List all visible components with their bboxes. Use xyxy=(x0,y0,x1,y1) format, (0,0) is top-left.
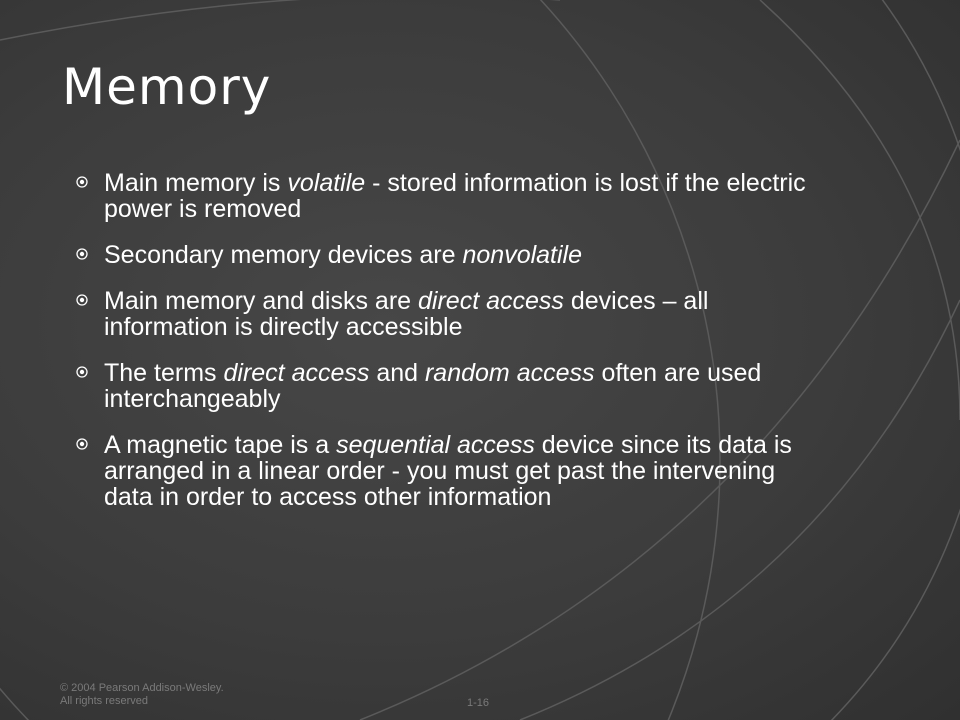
circled-dot-bullet-icon xyxy=(76,248,88,260)
bullet-text xyxy=(104,169,806,223)
bullet-text xyxy=(104,241,582,269)
bullet-emphasis: sequential access xyxy=(336,431,535,459)
bullet-run: Secondary memory devices are xyxy=(104,241,463,269)
copyright-line-2: All rights reserved xyxy=(60,695,149,707)
circled-dot-bullet-icon xyxy=(76,294,88,306)
bullet-item xyxy=(76,170,816,222)
bullet-list xyxy=(76,170,816,510)
bullet-text xyxy=(104,287,708,341)
bullet-emphasis: random access xyxy=(424,359,595,387)
bullet-run: and xyxy=(369,359,425,387)
bullet-emphasis: direct access xyxy=(223,359,370,387)
circled-dot-bullet-icon xyxy=(76,438,88,450)
bullet-emphasis: direct access xyxy=(418,287,564,315)
bullet-run: A magnetic tape is a xyxy=(104,431,337,459)
bullet-item xyxy=(76,242,816,268)
bullet-emphasis: nonvolatile xyxy=(462,241,583,269)
bullet-run: Main memory and disks are xyxy=(104,287,419,315)
bullet-run: Main memory is xyxy=(104,169,288,197)
copyright-line-1: © 2004 Pearson Addison-Wesley. xyxy=(60,682,224,694)
bullet-item xyxy=(76,432,816,510)
circled-dot-bullet-icon xyxy=(76,176,88,188)
copyright-notice xyxy=(60,682,224,708)
slide-title: Memory xyxy=(62,58,272,116)
bullet-run: The terms xyxy=(104,359,224,387)
bullet-text xyxy=(104,431,792,511)
bullet-run: - stored information is lost if the electric power is removed xyxy=(104,169,806,223)
slide-number: 1-16 xyxy=(467,697,490,709)
bullet-item xyxy=(76,360,816,412)
circled-dot-bullet-icon xyxy=(76,366,88,378)
bullet-item xyxy=(76,288,816,340)
bullet-run: often are used interchangeably xyxy=(104,359,762,413)
bullet-run: devices – all information is directly accessible xyxy=(104,287,709,341)
bullet-text xyxy=(104,359,761,413)
bullet-emphasis: volatile xyxy=(287,169,366,197)
bullet-run: device since its data is arranged in a linear order - you must get past the intervening data in order to access other information xyxy=(104,431,792,511)
